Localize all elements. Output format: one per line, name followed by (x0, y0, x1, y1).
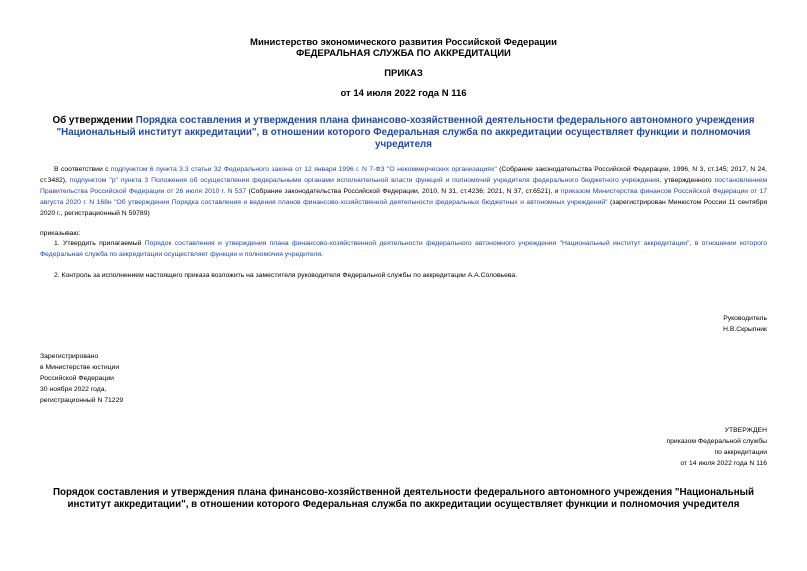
approved-line-2: приказом Федеральной службы (666, 438, 767, 445)
order-title (40, 115, 767, 151)
approved-line-3: по аккредитации (714, 449, 767, 456)
approved-line-1: УТВЕРЖДЕН (724, 427, 767, 434)
registration-line-5: регистрационный N 71229 (40, 397, 124, 404)
preamble-text-3: , утвержденного (659, 177, 715, 184)
preamble-link-minfin-order[interactable]: приказом Министерства финансов Российской Федерации от 17 августа 2020 г. N 168н "Об утверждении Порядка составления и ведения планов финансово-хозяйственной деятельности федеральных бюджетных и автономных учреждений" (40, 188, 767, 206)
clause-1-paragraph (40, 238, 767, 260)
ministry-heading: Министерство экономического развития Российской Федерации (250, 37, 557, 48)
preamble-text-1: В соответствии с (54, 166, 111, 173)
procedure-title: Порядок составления и утверждения плана финансово-хозяйственной деятельности федерального автономного учреждения "Национальный институт аккредитации", в отношении которого Федеральная служба по аккредитации осуществляет функции и полномочия учредителя (52, 487, 755, 510)
clause-1-text: 1. Утвердить прилагаемый (54, 240, 145, 247)
date-number-heading: от 14 июля 2022 года N 116 (340, 88, 467, 99)
doc-type-heading: ПРИКАЗ (384, 68, 423, 79)
signature-block (723, 313, 767, 335)
clause-1-end: . (321, 251, 324, 258)
registration-line-4: 30 ноября 2022 года, (40, 386, 107, 393)
registration-line-1: Зарегистрировано (40, 353, 99, 360)
order-title-link[interactable]: Порядка составления и утверждения плана финансово-хозяйственной деятельности федерального автономного учреждения "Национальный институт аккредитации", в отношении которого Федеральная служба по аккредитации осуществляет функции и полномочия учредителя (56, 115, 755, 150)
preamble-link-regulation[interactable]: подпунктом "р" пункта 3 Положения об осуществлении федеральными органами исполнительной власти функций и полномочий учредителя федерального бюджетного учреждения (69, 177, 660, 184)
preamble-text-5: (зарегистрирован Минюстом России 11 сентября 2020 г., регистрационный N 59789) (40, 199, 767, 217)
clause-1-link[interactable]: Порядок составления и утверждения плана финансово-хозяйственной деятельности федерального автономного учреждения "Национальный институт аккредитации", в отношении которого Федеральная служба по аккредитации осуществляет функции и полномочия учредителя (40, 240, 767, 258)
preamble-link-resolution[interactable]: постановлением Правительства Российской Федерации от 26 июля 2010 г. N 537 (40, 177, 768, 195)
approved-block (666, 425, 767, 469)
preamble-text-2: (Собрание законодательства Российской Федерации, 1996, N 3, ст.145; 2017, N 24, ст.3482), (40, 166, 767, 184)
approved-line-4: от 14 июля 2022 года N 116 (680, 460, 767, 467)
preamble-link-law[interactable]: подпунктом 6 пункта 3.3 статьи 32 Федерального закона от 12 января 1996 г. N 7-ФЗ "О некоммерческих организациях" (110, 166, 497, 173)
signature-name: Н.В.Скрыпник (723, 326, 767, 333)
order-word: приказываю: (40, 230, 81, 237)
registration-block (40, 351, 123, 406)
preamble-paragraph (40, 164, 767, 219)
registration-line-2: в Министерстве юстиции (40, 364, 120, 371)
order-title-prefix: Об утверждении (52, 115, 136, 126)
signature-position: Руководитель (723, 315, 767, 322)
registration-line-3: Российской Федерации (40, 375, 114, 382)
clause-2-paragraph: 2. Контроль за исполнением настоящего приказа возложить на заместителя руководителя Федеральной службы по аккредитации А.А.Соловьева. (54, 272, 518, 279)
preamble-text-4: (Собрание законодательства Российской Федерации, 2010, N 31, ст.4236; 2021, N 37, ст.6521), и (246, 188, 561, 195)
service-heading: ФЕДЕРАЛЬНАЯ СЛУЖБА ПО АККРЕДИТАЦИИ (296, 48, 511, 59)
